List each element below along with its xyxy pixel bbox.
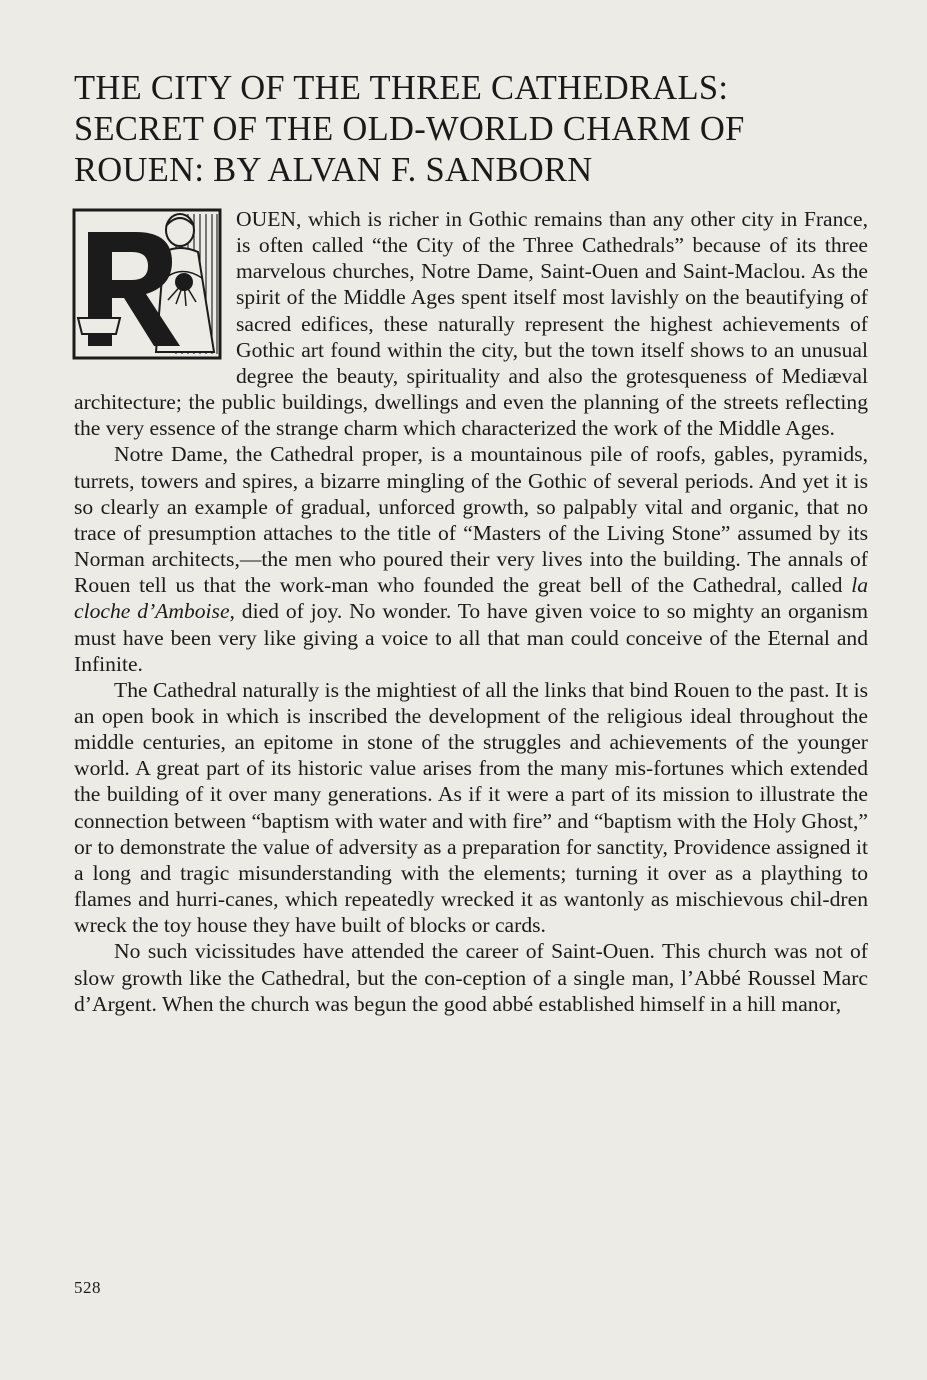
title-line-3: ROUEN: BY ALVAN F. SANBORN (74, 151, 593, 189)
paragraph-4: No such vicissitudes have attended the career of Saint-Ouen. This church was not of slow growth like the Cathedral, but the con-ception of a single man, l’Abbé Roussel Marc d’Argent. When the church was begun the good abbé established himself in a hill manor, (74, 939, 868, 1016)
article-title (74, 68, 874, 191)
title-line-1: THE CITY OF THE THREE CATHEDRALS: (74, 69, 729, 107)
paragraph-1-text: OUEN, which is richer in Gothic remains than any other city in France, is often called “the City of the Three Cathedrals” because of its three marvelous churches, Notre Dame, Saint-Ouen and Saint-Maclou. As the spirit of the Middle Ages spent itself most lavishly on the beautifying of sacred edifices, these naturally represent the highest achievements of Gothic art found within the city, but the town itself shows to an unusual degree the beauty, spirituality and also the grotesqueness of Mediæval architecture; the public buildings, dwellings and even the planning of the streets reflecting the very essence of the strange charm which characterized the work of the Middle Ages. (74, 207, 868, 441)
title-line-2: SECRET OF THE OLD-WORLD CHARM OF (74, 110, 745, 148)
page-number: 528 (74, 1278, 101, 1297)
article-body (74, 206, 868, 1017)
paragraph-2-text-a: Notre Dame, the Cathedral proper, is a mountainous pile of roofs, gables, pyramids, turrets, towers and spires, a bizarre mingling of the Gothic of several periods. And yet it is so clearly an example of gradual, unforced growth, so palpably vital and organic, that no trace of presumption attaches to the title of “Masters of the Living Stone” assumed by its Norman architects,—the men who poured their very lives into the building. The annals of Rouen tell us that the work-man who founded the great bell of the Cathedral, called (74, 442, 868, 598)
paragraph-1 (74, 206, 868, 441)
paragraph-2-text-b: died of joy. No wonder. To have given voice to so mighty an organism must have been very like giving a voice to all that man could conceive of the Eternal and Infinite. (74, 599, 868, 676)
paragraph-2 (74, 441, 868, 676)
illuminated-initial-r-icon (72, 206, 224, 380)
paragraph-3: The Cathedral naturally is the mightiest of all the links that bind Rouen to the past. It is an open book in which is inscribed the development of the religious ideal throughout the middle centuries, an epitome in stone of the struggles and achievements of the younger world. A great part of its historic value arises from the many mis-fortunes which extended the building of it over many generations. As if it were a part of its mission to illustrate the connection between “baptism with water and with fire” and “baptism with the Holy Ghost,” or to demonstrate the value of adversity as a preparation for sanctity, Providence assigned it a long and tragic misunderstanding with the elements; turning it over as a plaything to flames and hurri-canes, which repeatedly wrecked it as wantonly as mischievous chil-dren wreck the toy house they have built of blocks or cards. (74, 677, 868, 938)
paragraph-2-italic: la cloche d’Amboise, (74, 573, 868, 624)
